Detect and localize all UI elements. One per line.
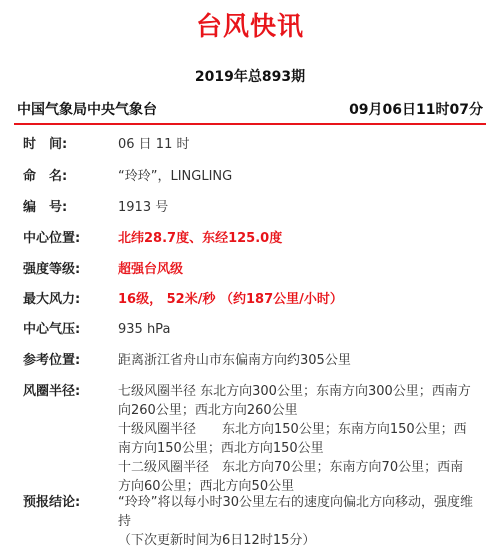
wind-radius-line: 七级风圈半径 东北方向300公里；东南方向300公里；西南方向260公里；西北方向260公里 xyxy=(118,384,471,418)
agency-name: 中国气象局中央气象台 xyxy=(17,102,157,118)
field-label: 编 号: xyxy=(23,200,68,215)
page-title: 台风快讯 xyxy=(195,12,304,42)
field-value: 06 日 11 时 xyxy=(118,137,190,152)
forecast-value: “玲玲”将以每小时30公里左右的速度向偏北方向移动，强度维持 xyxy=(118,495,474,529)
forecast-note: （下次更新时间为6日12时15分） xyxy=(118,533,316,548)
field-value: 北纬28.7度、东经125.0度 xyxy=(118,231,283,246)
field-value: 935 hPa xyxy=(118,322,171,337)
field-label: 命 名: xyxy=(23,169,68,184)
field-label: 时 间: xyxy=(23,137,68,152)
field-label: 参考位置: xyxy=(23,353,81,368)
field-label: 风圈半径: xyxy=(23,384,81,399)
field-value: 1913 号 xyxy=(118,200,169,215)
forecast-text xyxy=(118,493,473,550)
field-label: 中心位置: xyxy=(23,231,81,246)
field-value: “玲玲”，LINGLING xyxy=(118,169,233,184)
wind-radius-line: 十级风圈半径 东北方向150公里；东南方向150公里；西南方向150公里；西北方向150公里 xyxy=(118,422,467,456)
header-divider xyxy=(14,123,486,125)
wind-radius-list xyxy=(118,382,473,496)
field-label: 强度等级: xyxy=(23,262,81,277)
field-label: 中心气压: xyxy=(23,322,81,337)
field-value: 16级， 52米/秒 （约187公里/小时） xyxy=(118,292,343,307)
wind-radius-line: 十二级风圈半径 东北方向70公里；东南方向70公里；西南方向60公里；西北方向50公里 xyxy=(118,460,464,494)
field-label: 最大风力: xyxy=(23,292,81,307)
field-value: 距离浙江省舟山市东偏南方向约305公里 xyxy=(118,353,351,368)
field-value: 超强台风级 xyxy=(118,262,184,277)
issue-datetime: 09月06日11时07分 xyxy=(349,102,483,118)
issue-number: 2019年总893期 xyxy=(194,69,306,85)
field-label: 预报结论: xyxy=(23,495,81,510)
